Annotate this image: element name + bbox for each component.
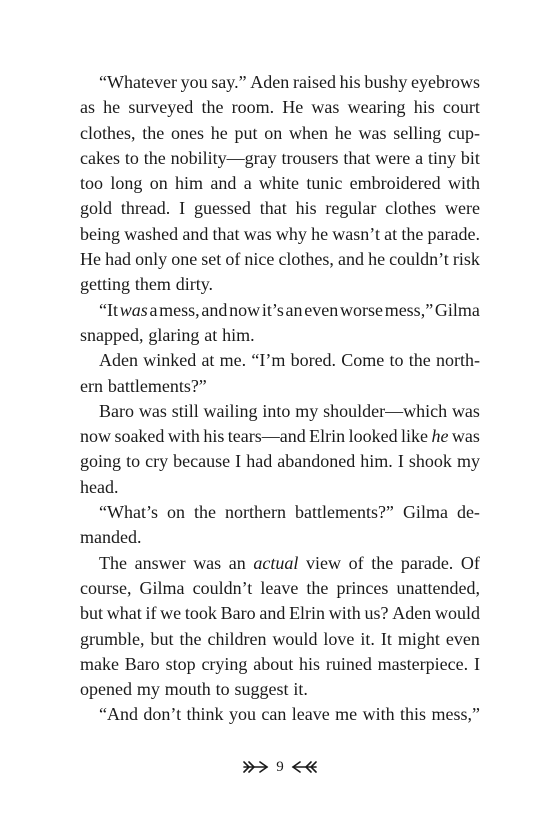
- page-body: [80, 70, 480, 728]
- text-line: Aden winked at me. “I’m bored. Come to the north-: [99, 350, 480, 371]
- text-line: gold thread. I guessed that his regular clothes were: [80, 198, 480, 219]
- text-line: head.: [80, 476, 119, 497]
- page-number: 9: [276, 758, 284, 775]
- text-line: now soaked with his tears—and Elrin looked like he was: [80, 426, 480, 447]
- text-line: “It was a mess, and now it’s an even worse mess,” Gilma: [99, 299, 480, 320]
- text-line: grumble, but the children would love it. It might even: [80, 628, 480, 649]
- text-line: as he surveyed the room. He was wearing his court: [80, 97, 480, 118]
- text-line: course, Gilma couldn’t leave the princes unattended,: [80, 577, 480, 598]
- text-line: snapped, glaring at him.: [80, 324, 255, 345]
- page-footer: [0, 757, 560, 777]
- text-line: He had only one set of nice clothes, and he couldn’t risk: [80, 249, 480, 270]
- text-line: being washed and that was why he wasn’t at the parade.: [80, 223, 480, 244]
- text-line: clothes, the ones he put on when he was selling cup-: [80, 122, 480, 143]
- arrow-right-ornament-icon: [242, 761, 270, 773]
- text-line: going to cry because I had abandoned him. I shook my: [80, 451, 480, 472]
- text-line: too long on him and a white tunic embroidered with: [80, 173, 480, 194]
- text-line: make Baro stop crying about his ruined masterpiece. I: [80, 653, 480, 674]
- text-line: Baro was still wailing into my shoulder—which was: [99, 400, 480, 421]
- text-line: “And don’t think you can leave me with this mess,”: [99, 704, 480, 725]
- text-line: “What’s on the northern battlements?” Gilma de-: [99, 502, 480, 523]
- text-line: “Whatever you say.” Aden raised his bushy eyebrows: [99, 72, 480, 92]
- text-line: getting them dirty.: [80, 274, 214, 295]
- text-line: manded.: [80, 527, 142, 548]
- text-line: ern battlements?”: [80, 375, 207, 396]
- text-line: The answer was an actual view of the parade. Of: [99, 552, 480, 573]
- text-line: cakes to the nobility—gray trousers that were a tiny bit: [80, 147, 480, 168]
- arrow-left-ornament-icon: [290, 761, 318, 773]
- text-line: but what if we took Baro and Elrin with us? Aden would: [80, 603, 480, 624]
- text-line: opened my mouth to suggest it.: [80, 679, 308, 700]
